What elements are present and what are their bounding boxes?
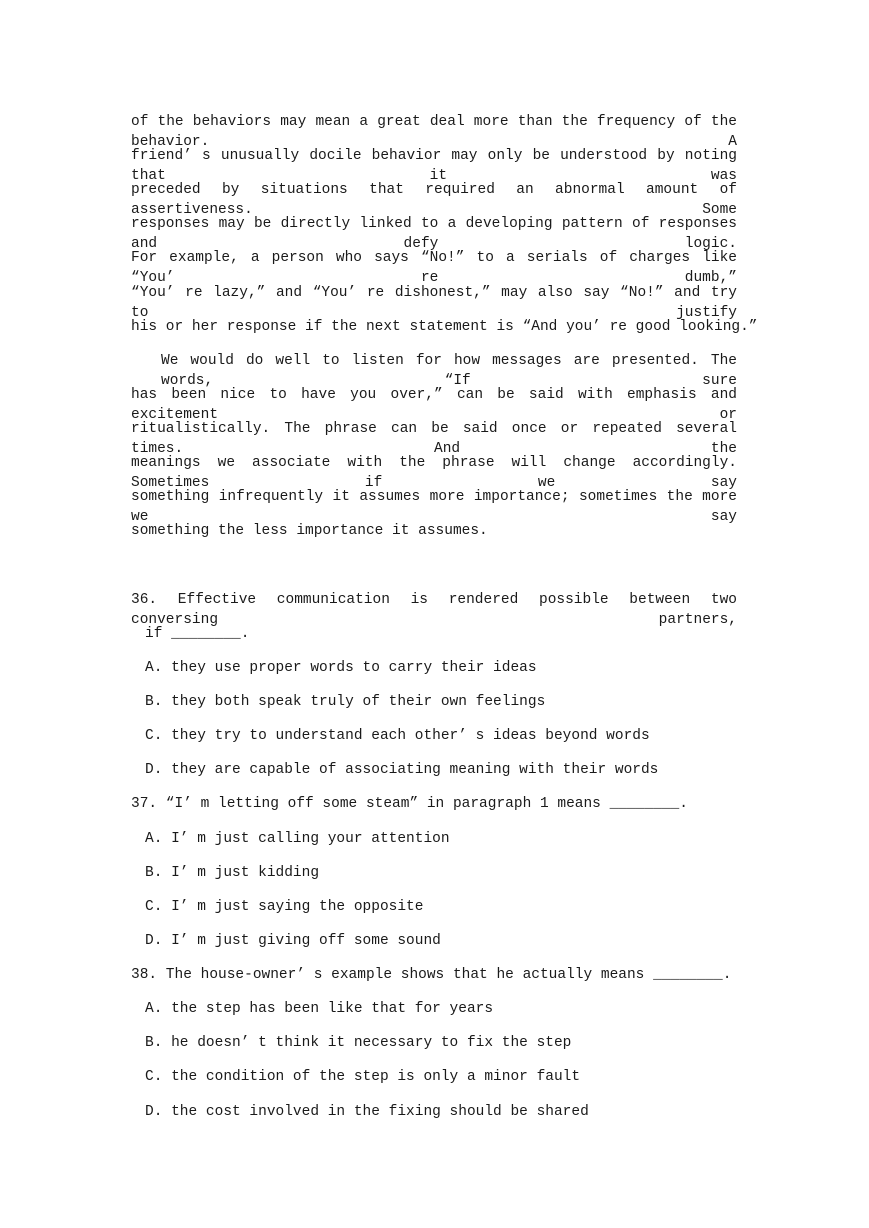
passage-line: responses may be directly linked to a developing pattern of responses and defy logic. xyxy=(131,216,737,252)
answer-option: C. the condition of the step is only a minor fault xyxy=(145,1069,581,1085)
answer-option: C. they try to understand each other’ s ideas beyond words xyxy=(145,728,650,744)
answer-option: A. the step has been like that for years xyxy=(145,1001,494,1017)
answer-option: B. I’ m just kidding xyxy=(145,865,320,881)
passage-line: of the behaviors may mean a great deal more than the frequency of the behavior. A xyxy=(131,114,737,150)
passage-line: his or her response if the next statement is “And you’ re good looking.” xyxy=(131,319,758,335)
question-stem: 36. Effective communication is rendered possible between two conversing partners, xyxy=(131,592,737,628)
answer-option: C. I’ m just saying the opposite xyxy=(145,899,424,915)
question-stem: if ________. xyxy=(145,626,250,642)
passage-line: ritualistically. The phrase can be said once or repeated several times. And the xyxy=(131,421,737,457)
passage-line: has been nice to have you over,” can be said with emphasis and excitement or xyxy=(131,387,737,423)
passage-line: For example, a person who says “No!” to a serials of charges like “You’ re dumb,” xyxy=(131,250,737,286)
answer-option: A. they use proper words to carry their ideas xyxy=(145,660,537,676)
passage-line: something infrequently it assumes more importance; sometimes the more we say xyxy=(131,489,737,525)
passage-line: something the less importance it assumes. xyxy=(131,523,488,539)
answer-option: A. I’ m just calling your attention xyxy=(145,831,450,847)
answer-option: D. they are capable of associating meaning with their words xyxy=(145,762,659,778)
question-stem: 38. The house-owner’ s example shows that he actually means ________. xyxy=(131,967,732,983)
answer-option: B. he doesn’ t think it necessary to fix the step xyxy=(145,1035,572,1051)
answer-option: B. they both speak truly of their own feelings xyxy=(145,694,546,710)
passage-line: We would do well to listen for how messages are presented. The words, “If sure xyxy=(161,353,737,389)
passage-line: preceded by situations that required an abnormal amount of assertiveness. Some xyxy=(131,182,737,218)
passage-line: meanings we associate with the phrase will change accordingly. Sometimes if we say xyxy=(131,455,737,491)
passage-line: “You’ re lazy,” and “You’ re dishonest,” may also say “No!” and try to justify xyxy=(131,285,737,321)
question-stem: 37. “I’ m letting off some steam” in paragraph 1 means ________. xyxy=(131,796,688,812)
passage-line: friend’ s unusually docile behavior may only be understood by noting that it was xyxy=(131,148,737,184)
answer-option: D. the cost involved in the fixing should be shared xyxy=(145,1104,589,1120)
answer-option: D. I’ m just giving off some sound xyxy=(145,933,441,949)
